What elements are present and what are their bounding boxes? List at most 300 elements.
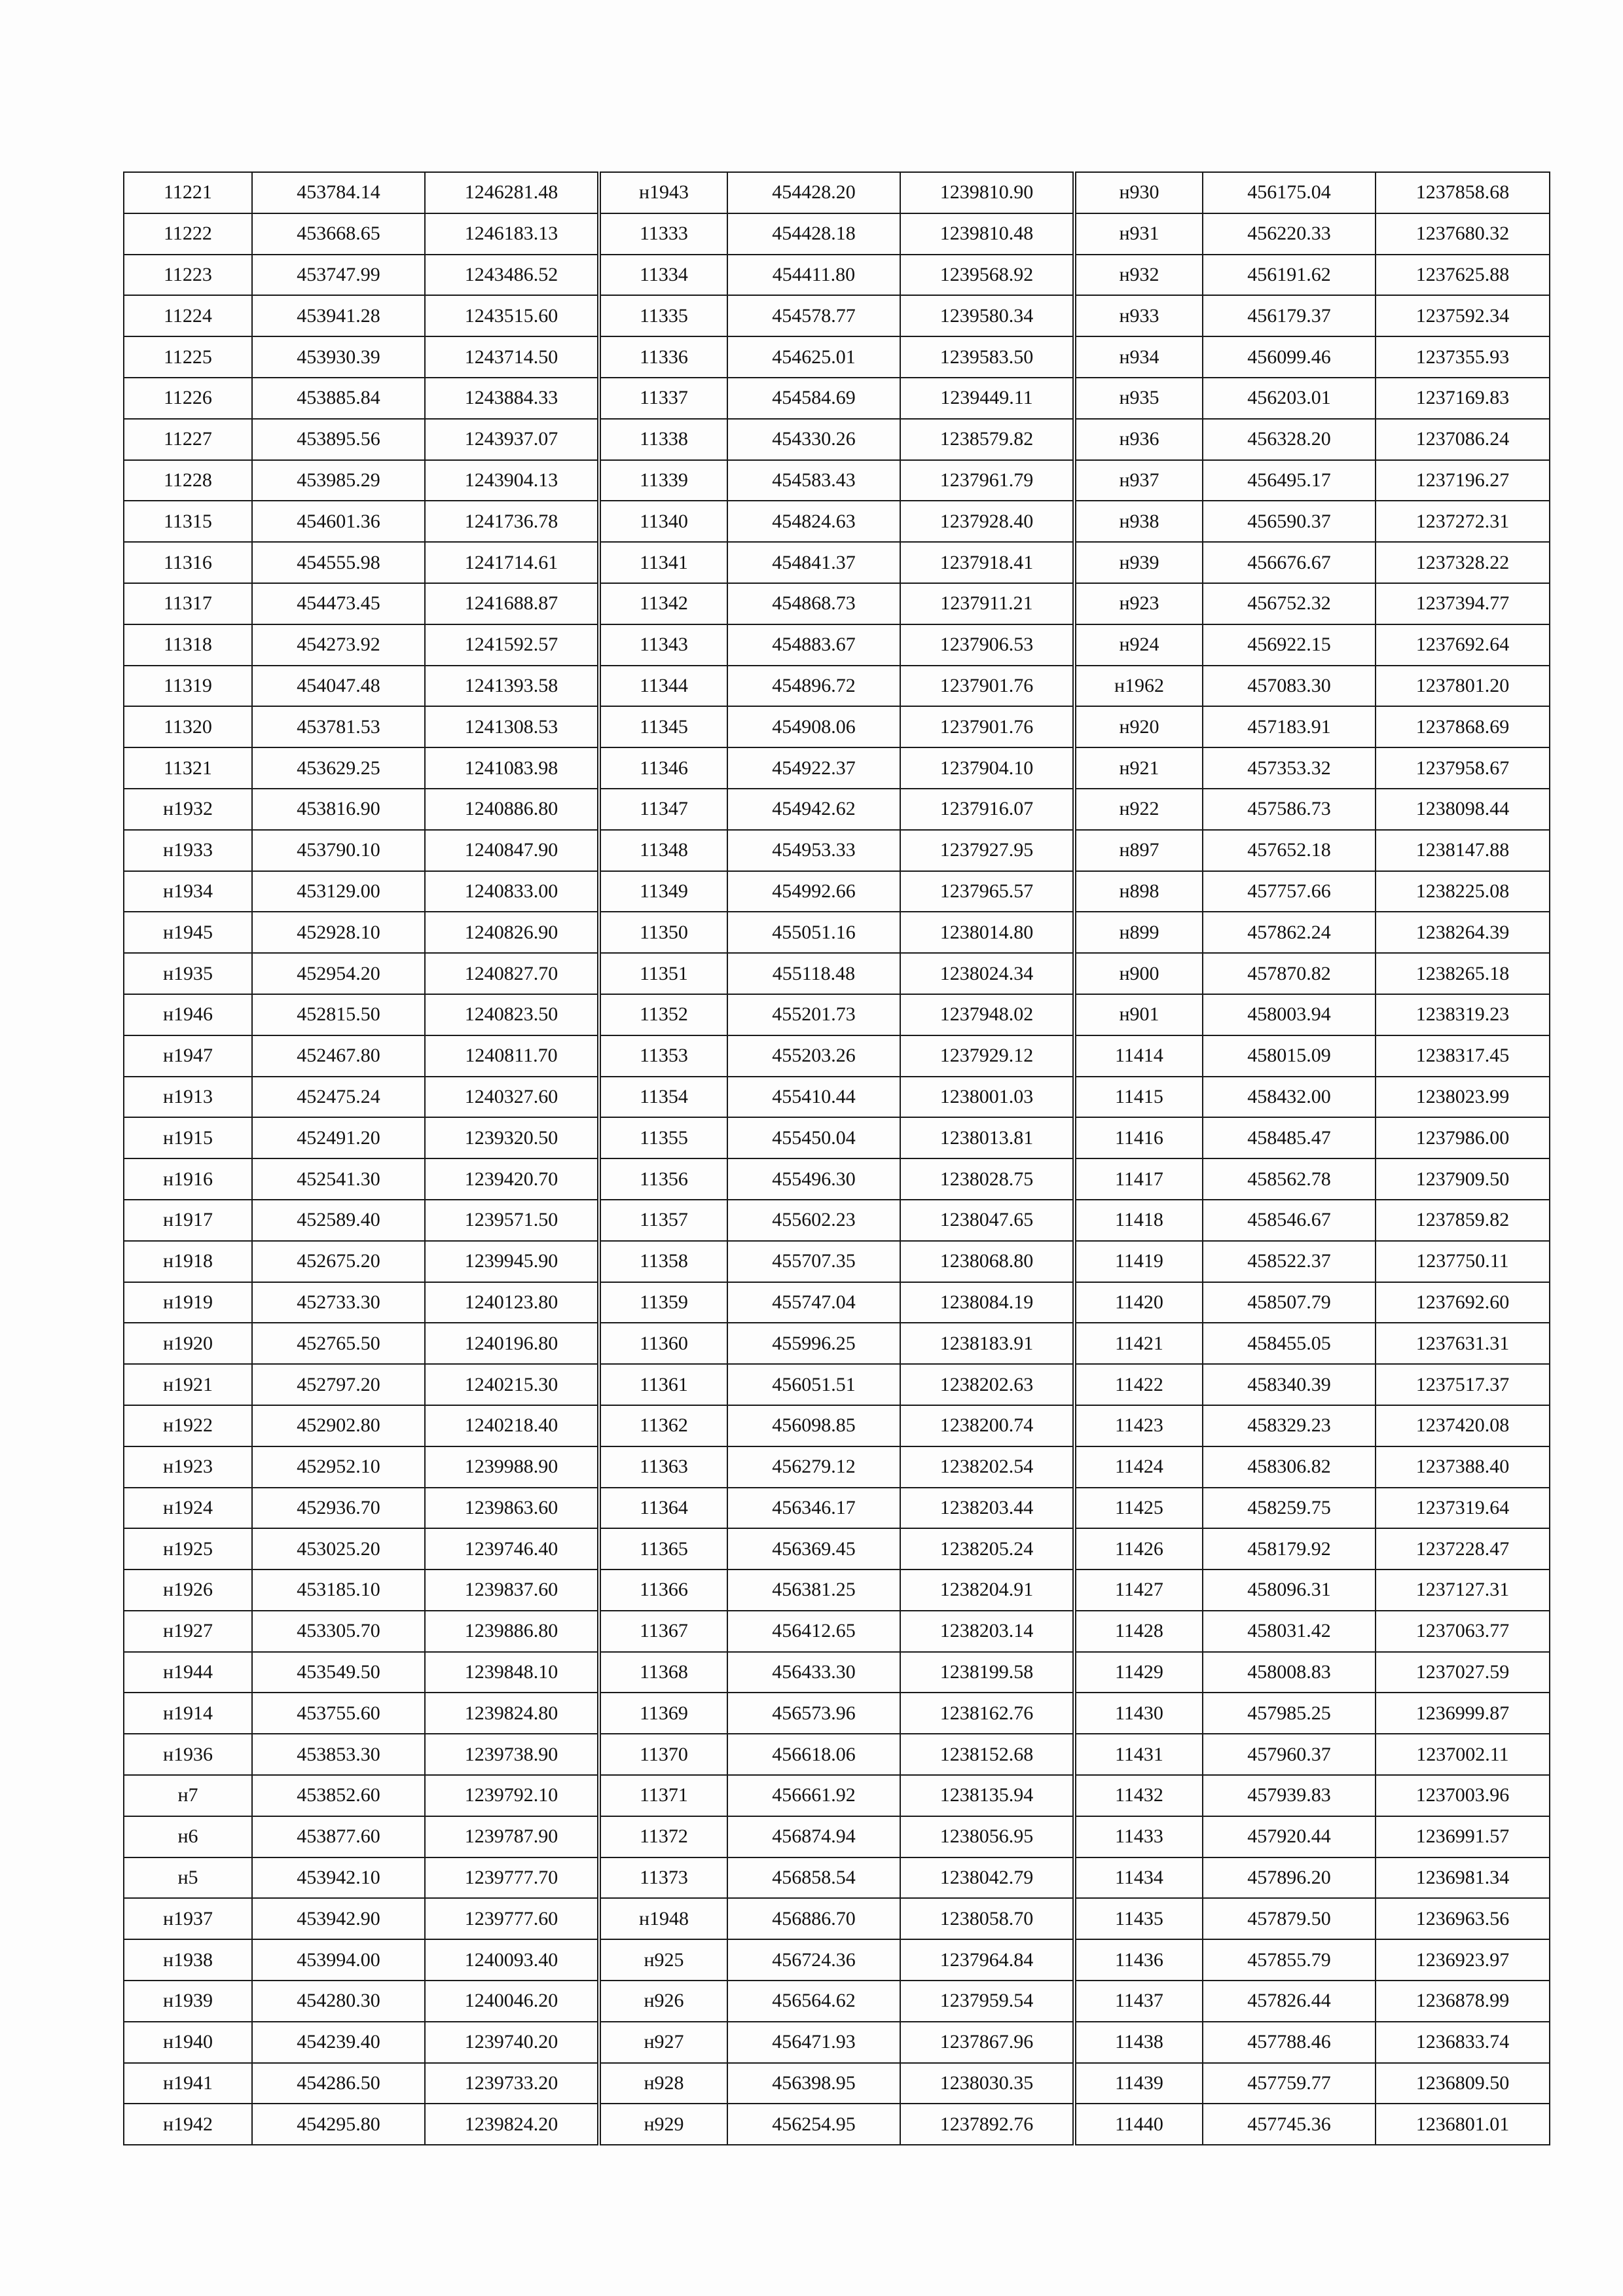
- cell-point-id: н1935: [124, 953, 252, 994]
- cell-point-id: 11428: [1074, 1611, 1203, 1652]
- cell-y-coordinate: 1237228.47: [1376, 1528, 1550, 1570]
- cell-point-id: н1932: [124, 789, 252, 830]
- cell-x-coordinate: 457586.73: [1203, 789, 1376, 830]
- cell-y-coordinate: 1238024.34: [900, 953, 1074, 994]
- cell-x-coordinate: 454473.45: [252, 583, 425, 624]
- cell-point-id: 11417: [1074, 1158, 1203, 1200]
- cell-y-coordinate: 1239740.20: [425, 2022, 599, 2063]
- cell-x-coordinate: 454953.33: [727, 830, 900, 871]
- cell-point-id: 11362: [599, 1405, 727, 1446]
- cell-x-coordinate: 453895.56: [252, 419, 425, 460]
- cell-x-coordinate: 457960.37: [1203, 1734, 1376, 1775]
- cell-y-coordinate: 1239787.90: [425, 1816, 599, 1857]
- cell-x-coordinate: 456874.94: [727, 1816, 900, 1857]
- cell-point-id: н1923: [124, 1446, 252, 1488]
- cell-point-id: 11318: [124, 624, 252, 666]
- cell-y-coordinate: 1237750.11: [1376, 1241, 1550, 1282]
- cell-point-id: 11423: [1074, 1405, 1203, 1446]
- cell-point-id: 11359: [599, 1282, 727, 1323]
- cell-point-id: 11340: [599, 501, 727, 542]
- cell-x-coordinate: 457745.36: [1203, 2104, 1376, 2145]
- cell-y-coordinate: 1237965.57: [900, 871, 1074, 912]
- cell-point-id: н925: [599, 1939, 727, 1981]
- cell-point-id: н1925: [124, 1528, 252, 1570]
- cell-y-coordinate: 1239320.50: [425, 1117, 599, 1158]
- cell-y-coordinate: 1239810.48: [900, 213, 1074, 255]
- cell-point-id: 11364: [599, 1488, 727, 1529]
- cell-x-coordinate: 456098.85: [727, 1405, 900, 1446]
- cell-y-coordinate: 1239568.92: [900, 255, 1074, 296]
- cell-y-coordinate: 1238183.91: [900, 1323, 1074, 1364]
- cell-point-id: 11338: [599, 419, 727, 460]
- cell-x-coordinate: 454047.48: [252, 666, 425, 707]
- table-row: [124, 1652, 1550, 1693]
- cell-point-id: 11221: [124, 172, 252, 213]
- table-row: [124, 2063, 1550, 2104]
- cell-y-coordinate: 1240826.90: [425, 912, 599, 953]
- cell-x-coordinate: 458003.94: [1203, 994, 1376, 1035]
- cell-point-id: 11434: [1074, 1857, 1203, 1899]
- cell-point-id: 11416: [1074, 1117, 1203, 1158]
- cell-x-coordinate: 456724.36: [727, 1939, 900, 1981]
- cell-x-coordinate: 454280.30: [252, 1981, 425, 2022]
- table-row: [124, 789, 1550, 830]
- cell-point-id: 11228: [124, 460, 252, 501]
- cell-y-coordinate: 1237063.77: [1376, 1611, 1550, 1652]
- cell-y-coordinate: 1239733.20: [425, 2063, 599, 2104]
- cell-x-coordinate: 455707.35: [727, 1241, 900, 1282]
- cell-y-coordinate: 1237002.11: [1376, 1734, 1550, 1775]
- cell-point-id: 11361: [599, 1364, 727, 1405]
- cell-point-id: н900: [1074, 953, 1203, 994]
- cell-y-coordinate: 1238152.68: [900, 1734, 1074, 1775]
- cell-point-id: 11357: [599, 1200, 727, 1241]
- cell-y-coordinate: 1241592.57: [425, 624, 599, 666]
- cell-x-coordinate: 456590.37: [1203, 501, 1376, 542]
- cell-y-coordinate: 1238264.39: [1376, 912, 1550, 953]
- cell-point-id: н920: [1074, 706, 1203, 747]
- table-row: [124, 172, 1550, 213]
- cell-point-id: н1913: [124, 1077, 252, 1118]
- cell-x-coordinate: 452675.20: [252, 1241, 425, 1282]
- cell-x-coordinate: 453129.00: [252, 871, 425, 912]
- cell-x-coordinate: 454942.62: [727, 789, 900, 830]
- cell-point-id: 11419: [1074, 1241, 1203, 1282]
- cell-point-id: 11435: [1074, 1898, 1203, 1939]
- cell-x-coordinate: 458507.79: [1203, 1282, 1376, 1323]
- table-row: [124, 1158, 1550, 1200]
- cell-y-coordinate: 1243904.13: [425, 460, 599, 501]
- cell-point-id: н930: [1074, 172, 1203, 213]
- cell-point-id: 11433: [1074, 1816, 1203, 1857]
- cell-point-id: н901: [1074, 994, 1203, 1035]
- cell-x-coordinate: 458522.37: [1203, 1241, 1376, 1282]
- cell-y-coordinate: 1240823.50: [425, 994, 599, 1035]
- cell-point-id: н1914: [124, 1693, 252, 1734]
- cell-x-coordinate: 453025.20: [252, 1528, 425, 1570]
- cell-x-coordinate: 458455.05: [1203, 1323, 1376, 1364]
- table-row: [124, 1035, 1550, 1077]
- cell-y-coordinate: 1238030.35: [900, 2063, 1074, 2104]
- table-row: [124, 706, 1550, 747]
- cell-y-coordinate: 1236963.56: [1376, 1898, 1550, 1939]
- cell-x-coordinate: 454824.63: [727, 501, 900, 542]
- cell-x-coordinate: 456471.93: [727, 2022, 900, 2063]
- cell-point-id: 11224: [124, 295, 252, 336]
- cell-y-coordinate: 1237517.37: [1376, 1364, 1550, 1405]
- cell-x-coordinate: 453930.39: [252, 336, 425, 378]
- cell-x-coordinate: 456191.62: [1203, 255, 1376, 296]
- cell-y-coordinate: 1236991.57: [1376, 1816, 1550, 1857]
- cell-y-coordinate: 1246281.48: [425, 172, 599, 213]
- cell-y-coordinate: 1237909.50: [1376, 1158, 1550, 1200]
- cell-x-coordinate: 457083.30: [1203, 666, 1376, 707]
- cell-point-id: н1917: [124, 1200, 252, 1241]
- cell-point-id: н933: [1074, 295, 1203, 336]
- table-row: [124, 501, 1550, 542]
- cell-y-coordinate: 1238205.24: [900, 1528, 1074, 1570]
- cell-x-coordinate: 454922.37: [727, 747, 900, 789]
- cell-x-coordinate: 452902.80: [252, 1405, 425, 1446]
- cell-point-id: 11352: [599, 994, 727, 1035]
- cell-point-id: н1933: [124, 830, 252, 871]
- cell-x-coordinate: 455201.73: [727, 994, 900, 1035]
- table-row: [124, 542, 1550, 583]
- table-row: [124, 1816, 1550, 1857]
- cell-y-coordinate: 1238056.95: [900, 1816, 1074, 1857]
- cell-point-id: н897: [1074, 830, 1203, 871]
- cell-y-coordinate: 1237948.02: [900, 994, 1074, 1035]
- cell-point-id: 11349: [599, 871, 727, 912]
- cell-x-coordinate: 457826.44: [1203, 1981, 1376, 2022]
- cell-x-coordinate: 453755.60: [252, 1693, 425, 1734]
- cell-point-id: н921: [1074, 747, 1203, 789]
- cell-y-coordinate: 1239420.70: [425, 1158, 599, 1200]
- cell-y-coordinate: 1237904.10: [900, 747, 1074, 789]
- cell-x-coordinate: 453629.25: [252, 747, 425, 789]
- cell-y-coordinate: 1238058.70: [900, 1898, 1074, 1939]
- cell-y-coordinate: 1243515.60: [425, 295, 599, 336]
- cell-y-coordinate: 1236923.97: [1376, 1939, 1550, 1981]
- table-row: [124, 1693, 1550, 1734]
- cell-x-coordinate: 454883.67: [727, 624, 900, 666]
- cell-y-coordinate: 1239777.70: [425, 1857, 599, 1899]
- cell-point-id: 11354: [599, 1077, 727, 1118]
- cell-y-coordinate: 1238200.74: [900, 1405, 1074, 1446]
- cell-point-id: 11337: [599, 378, 727, 419]
- cell-point-id: н1926: [124, 1570, 252, 1611]
- cell-x-coordinate: 455450.04: [727, 1117, 900, 1158]
- cell-point-id: 11430: [1074, 1693, 1203, 1734]
- table-row: [124, 1857, 1550, 1899]
- cell-x-coordinate: 456564.62: [727, 1981, 900, 2022]
- cell-x-coordinate: 456398.95: [727, 2063, 900, 2104]
- table-body: [124, 172, 1550, 2145]
- cell-y-coordinate: 1239848.10: [425, 1652, 599, 1693]
- cell-y-coordinate: 1237961.79: [900, 460, 1074, 501]
- cell-x-coordinate: 454428.18: [727, 213, 900, 255]
- cell-y-coordinate: 1238001.03: [900, 1077, 1074, 1118]
- table-row: [124, 624, 1550, 666]
- cell-x-coordinate: 453816.90: [252, 789, 425, 830]
- cell-x-coordinate: 454286.50: [252, 2063, 425, 2104]
- cell-x-coordinate: 452733.30: [252, 1282, 425, 1323]
- cell-point-id: 11371: [599, 1775, 727, 1816]
- cell-point-id: н7: [124, 1775, 252, 1816]
- cell-y-coordinate: 1239580.34: [900, 295, 1074, 336]
- cell-x-coordinate: 453885.84: [252, 378, 425, 419]
- cell-x-coordinate: 453305.70: [252, 1611, 425, 1652]
- cell-x-coordinate: 454239.40: [252, 2022, 425, 2063]
- cell-x-coordinate: 456412.65: [727, 1611, 900, 1652]
- cell-point-id: 11351: [599, 953, 727, 994]
- cell-y-coordinate: 1238204.91: [900, 1570, 1074, 1611]
- cell-point-id: 11336: [599, 336, 727, 378]
- cell-y-coordinate: 1237958.67: [1376, 747, 1550, 789]
- cell-x-coordinate: 456618.06: [727, 1734, 900, 1775]
- cell-y-coordinate: 1243937.07: [425, 419, 599, 460]
- cell-point-id: н6: [124, 1816, 252, 1857]
- cell-y-coordinate: 1238319.23: [1376, 994, 1550, 1035]
- cell-point-id: 11227: [124, 419, 252, 460]
- table-row: [124, 953, 1550, 994]
- table-row: [124, 912, 1550, 953]
- cell-y-coordinate: 1237801.20: [1376, 666, 1550, 707]
- cell-y-coordinate: 1237592.34: [1376, 295, 1550, 336]
- cell-x-coordinate: 453185.10: [252, 1570, 425, 1611]
- cell-point-id: 11429: [1074, 1652, 1203, 1693]
- cell-y-coordinate: 1237086.24: [1376, 419, 1550, 460]
- cell-y-coordinate: 1238014.80: [900, 912, 1074, 953]
- cell-y-coordinate: 1239988.90: [425, 1446, 599, 1488]
- cell-y-coordinate: 1240196.80: [425, 1323, 599, 1364]
- cell-x-coordinate: 454273.92: [252, 624, 425, 666]
- cell-x-coordinate: 453784.14: [252, 172, 425, 213]
- cell-y-coordinate: 1237928.40: [900, 501, 1074, 542]
- table-row: [124, 295, 1550, 336]
- cell-x-coordinate: 453853.30: [252, 1734, 425, 1775]
- cell-point-id: 11353: [599, 1035, 727, 1077]
- cell-point-id: н928: [599, 2063, 727, 2104]
- cell-y-coordinate: 1237027.59: [1376, 1652, 1550, 1693]
- cell-point-id: 11431: [1074, 1734, 1203, 1775]
- cell-x-coordinate: 454896.72: [727, 666, 900, 707]
- cell-point-id: 11350: [599, 912, 727, 953]
- cell-point-id: 11372: [599, 1816, 727, 1857]
- cell-y-coordinate: 1237901.76: [900, 706, 1074, 747]
- cell-y-coordinate: 1237692.60: [1376, 1282, 1550, 1323]
- cell-point-id: н898: [1074, 871, 1203, 912]
- cell-x-coordinate: 452797.20: [252, 1364, 425, 1405]
- cell-y-coordinate: 1240218.40: [425, 1405, 599, 1446]
- cell-x-coordinate: 458008.83: [1203, 1652, 1376, 1693]
- cell-y-coordinate: 1243884.33: [425, 378, 599, 419]
- table-row: [124, 1077, 1550, 1118]
- cell-point-id: н923: [1074, 583, 1203, 624]
- cell-x-coordinate: 456433.30: [727, 1652, 900, 1693]
- table-row: [124, 871, 1550, 912]
- table-row: [124, 830, 1550, 871]
- cell-x-coordinate: 454330.26: [727, 419, 900, 460]
- cell-y-coordinate: 1241393.58: [425, 666, 599, 707]
- cell-x-coordinate: 453994.00: [252, 1939, 425, 1981]
- cell-x-coordinate: 455747.04: [727, 1282, 900, 1323]
- cell-point-id: н1947: [124, 1035, 252, 1077]
- cell-point-id: 11344: [599, 666, 727, 707]
- table-row: [124, 460, 1550, 501]
- table-row: [124, 1775, 1550, 1816]
- cell-y-coordinate: 1238098.44: [1376, 789, 1550, 830]
- cell-point-id: н1918: [124, 1241, 252, 1282]
- cell-y-coordinate: 1243714.50: [425, 336, 599, 378]
- cell-y-coordinate: 1237328.22: [1376, 542, 1550, 583]
- cell-y-coordinate: 1241714.61: [425, 542, 599, 583]
- cell-x-coordinate: 452491.20: [252, 1117, 425, 1158]
- table-row: [124, 336, 1550, 378]
- cell-y-coordinate: 1237927.95: [900, 830, 1074, 871]
- cell-point-id: 11422: [1074, 1364, 1203, 1405]
- cell-x-coordinate: 457879.50: [1203, 1898, 1376, 1939]
- cell-x-coordinate: 458306.82: [1203, 1446, 1376, 1488]
- cell-y-coordinate: 1237003.96: [1376, 1775, 1550, 1816]
- cell-x-coordinate: 453852.60: [252, 1775, 425, 1816]
- cell-x-coordinate: 456922.15: [1203, 624, 1376, 666]
- cell-y-coordinate: 1237355.93: [1376, 336, 1550, 378]
- cell-x-coordinate: 458096.31: [1203, 1570, 1376, 1611]
- cell-x-coordinate: 457652.18: [1203, 830, 1376, 871]
- cell-x-coordinate: 452952.10: [252, 1446, 425, 1488]
- cell-x-coordinate: 457939.83: [1203, 1775, 1376, 1816]
- cell-y-coordinate: 1238147.88: [1376, 830, 1550, 871]
- cell-y-coordinate: 1237916.07: [900, 789, 1074, 830]
- cell-y-coordinate: 1237859.82: [1376, 1200, 1550, 1241]
- cell-y-coordinate: 1238317.45: [1376, 1035, 1550, 1077]
- table-row: [124, 994, 1550, 1035]
- cell-y-coordinate: 1237272.31: [1376, 501, 1550, 542]
- cell-y-coordinate: 1236833.74: [1376, 2022, 1550, 2063]
- cell-y-coordinate: 1237692.64: [1376, 624, 1550, 666]
- cell-y-coordinate: 1240811.70: [425, 1035, 599, 1077]
- table-row: [124, 1939, 1550, 1981]
- cell-y-coordinate: 1240046.20: [425, 1981, 599, 2022]
- cell-y-coordinate: 1241308.53: [425, 706, 599, 747]
- cell-y-coordinate: 1239824.20: [425, 2104, 599, 2145]
- table-row: [124, 1200, 1550, 1241]
- cell-x-coordinate: 453781.53: [252, 706, 425, 747]
- cell-x-coordinate: 457855.79: [1203, 1939, 1376, 1981]
- cell-x-coordinate: 455410.44: [727, 1077, 900, 1118]
- cell-y-coordinate: 1238202.54: [900, 1446, 1074, 1488]
- cell-y-coordinate: 1238047.65: [900, 1200, 1074, 1241]
- cell-point-id: н1943: [599, 172, 727, 213]
- cell-y-coordinate: 1238579.82: [900, 419, 1074, 460]
- cell-point-id: н939: [1074, 542, 1203, 583]
- cell-point-id: 11335: [599, 295, 727, 336]
- cell-x-coordinate: 456495.17: [1203, 460, 1376, 501]
- cell-x-coordinate: 456369.45: [727, 1528, 900, 1570]
- cell-x-coordinate: 458329.23: [1203, 1405, 1376, 1446]
- table-row: [124, 2104, 1550, 2145]
- cell-y-coordinate: 1236801.01: [1376, 2104, 1550, 2145]
- cell-x-coordinate: 455051.16: [727, 912, 900, 953]
- cell-point-id: н935: [1074, 378, 1203, 419]
- cell-y-coordinate: 1237394.77: [1376, 583, 1550, 624]
- cell-x-coordinate: 457183.91: [1203, 706, 1376, 747]
- coordinate-table: [123, 171, 1550, 2145]
- cell-y-coordinate: 1237196.27: [1376, 460, 1550, 501]
- cell-x-coordinate: 454908.06: [727, 706, 900, 747]
- cell-x-coordinate: 455118.48: [727, 953, 900, 994]
- cell-x-coordinate: 454411.80: [727, 255, 900, 296]
- cell-x-coordinate: 456179.37: [1203, 295, 1376, 336]
- cell-x-coordinate: 452467.80: [252, 1035, 425, 1077]
- cell-y-coordinate: 1240847.90: [425, 830, 599, 871]
- cell-point-id: н938: [1074, 501, 1203, 542]
- cell-y-coordinate: 1237867.96: [900, 2022, 1074, 2063]
- cell-x-coordinate: 458485.47: [1203, 1117, 1376, 1158]
- table-row: [124, 1241, 1550, 1282]
- cell-point-id: н1920: [124, 1323, 252, 1364]
- cell-point-id: н929: [599, 2104, 727, 2145]
- table-row: [124, 419, 1550, 460]
- cell-point-id: 11320: [124, 706, 252, 747]
- table-row: [124, 1117, 1550, 1158]
- table-row: [124, 2022, 1550, 2063]
- cell-x-coordinate: 456175.04: [1203, 172, 1376, 213]
- cell-x-coordinate: 457757.66: [1203, 871, 1376, 912]
- cell-point-id: н1940: [124, 2022, 252, 2063]
- cell-point-id: н927: [599, 2022, 727, 2063]
- cell-x-coordinate: 458340.39: [1203, 1364, 1376, 1405]
- cell-point-id: 11355: [599, 1117, 727, 1158]
- cell-point-id: н1934: [124, 871, 252, 912]
- cell-point-id: 11367: [599, 1611, 727, 1652]
- table-row: [124, 1570, 1550, 1611]
- cell-x-coordinate: 454625.01: [727, 336, 900, 378]
- cell-y-coordinate: 1239837.60: [425, 1570, 599, 1611]
- cell-x-coordinate: 457862.24: [1203, 912, 1376, 953]
- table-row: [124, 1405, 1550, 1446]
- cell-y-coordinate: 1238199.58: [900, 1652, 1074, 1693]
- cell-y-coordinate: 1239777.60: [425, 1898, 599, 1939]
- cell-x-coordinate: 452589.40: [252, 1200, 425, 1241]
- cell-y-coordinate: 1238013.81: [900, 1117, 1074, 1158]
- cell-y-coordinate: 1239449.11: [900, 378, 1074, 419]
- cell-x-coordinate: 455996.25: [727, 1323, 900, 1364]
- cell-y-coordinate: 1239571.50: [425, 1200, 599, 1241]
- cell-x-coordinate: 456328.20: [1203, 419, 1376, 460]
- cell-point-id: н1936: [124, 1734, 252, 1775]
- cell-y-coordinate: 1239810.90: [900, 172, 1074, 213]
- cell-y-coordinate: 1240093.40: [425, 1939, 599, 1981]
- cell-x-coordinate: 456886.70: [727, 1898, 900, 1939]
- table-row: [124, 1611, 1550, 1652]
- cell-point-id: 11432: [1074, 1775, 1203, 1816]
- cell-x-coordinate: 454992.66: [727, 871, 900, 912]
- cell-y-coordinate: 1237169.83: [1376, 378, 1550, 419]
- cell-x-coordinate: 453747.99: [252, 255, 425, 296]
- cell-x-coordinate: 457920.44: [1203, 1816, 1376, 1857]
- cell-point-id: 11346: [599, 747, 727, 789]
- cell-y-coordinate: 1240827.70: [425, 953, 599, 994]
- cell-point-id: н899: [1074, 912, 1203, 953]
- cell-point-id: н1921: [124, 1364, 252, 1405]
- cell-y-coordinate: 1237906.53: [900, 624, 1074, 666]
- cell-point-id: 11342: [599, 583, 727, 624]
- cell-x-coordinate: 455602.23: [727, 1200, 900, 1241]
- cell-point-id: 11348: [599, 830, 727, 871]
- cell-x-coordinate: 453942.10: [252, 1857, 425, 1899]
